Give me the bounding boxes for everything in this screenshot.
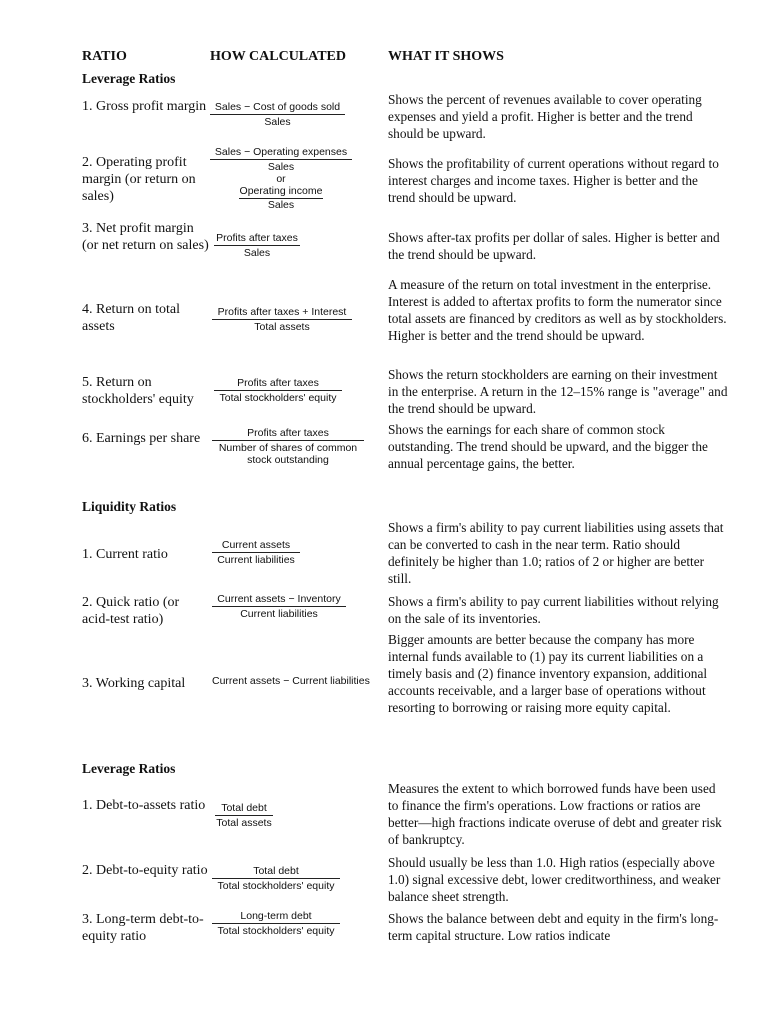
formula-numerator: Total debt (212, 865, 340, 879)
description-quick-ratio: Shows a firm's ability to pay current liabilities without relying on the sale of its inventories. (388, 594, 719, 626)
formula-working-capital (212, 675, 382, 687)
ratio-working-capital: 3. Working capital (82, 676, 186, 691)
description-current-ratio: Shows a firm's ability to pay current liabilities using assets that can be converted to cash in the near term. Ratio should definitely be higher than 1.0; ratios of 2 or higher are better still. (388, 520, 724, 586)
formula-numerator: Sales − Cost of goods sold (210, 101, 345, 115)
ratio-return-on-total-assets: 4. Return on total assets (82, 302, 180, 334)
formula-numerator: Current assets − Inventory (212, 593, 346, 607)
formula-numerator: Profits after taxes (214, 232, 300, 246)
formula-denominator: Sales (243, 247, 271, 259)
formula-numerator: Current assets (212, 539, 300, 553)
formula-debt-to-equity (212, 865, 340, 892)
formula-numerator: Total debt (215, 802, 273, 816)
formula-denominator-alt: Sales (267, 199, 295, 211)
ratio-operating-profit-margin: 2. Operating profit margin (or return on sales) (82, 155, 196, 204)
formula-denominator: Total assets (216, 817, 272, 829)
formula-numerator: Profits after taxes + Interest (212, 306, 352, 320)
header-ratio: RATIO (82, 49, 127, 64)
ratio-net-profit-margin: 3. Net profit margin (or net return on sales) (82, 221, 209, 253)
description-gross-profit-margin: Shows the percent of revenues available to cover operating expenses and yield a profit. Higher is better and the trend should be upward. (388, 92, 702, 141)
header-how-calculated: HOW CALCULATED (210, 49, 347, 64)
formula-denominator: Current liabilities (240, 608, 318, 620)
description-net-profit-margin: Shows after-tax profits per dollar of sales. Higher is better and the trend should be upward. (388, 230, 720, 262)
section-title-leverage-ratios-2: Leverage Ratios (82, 761, 176, 776)
header-what-it-shows: WHAT IT SHOWS (388, 49, 504, 64)
formula-denominator: Total stockholders' equity (217, 925, 335, 937)
ratio-current-ratio: 1. Current ratio (82, 547, 168, 562)
description-operating-profit-margin: Shows the profitability of current operations without regard to interest charges and income taxes. Higher is better and the trend should be upward. (388, 156, 719, 205)
formula-denominator: Total assets (254, 321, 310, 333)
formula-numerator: Sales − Operating expenses (210, 146, 352, 160)
description-debt-to-assets: Measures the extent to which borrowed funds have been used to finance the firm's operations. Low fractions or ratios are better—high fractions indicate overuse of debt and greater risk of bankruptcy. (388, 781, 722, 847)
section-title-leverage-ratios: Leverage Ratios (82, 71, 176, 86)
formula-gross-profit-margin (210, 101, 345, 128)
description-working-capital: Bigger amounts are better because the company has more internal funds available to (1) pay its current liabilities on a timely basis and (2) finance inventory expansion, additional accounts receivable, and a larger base of operations without resorting to borrowing or raising more equity capital. (388, 632, 708, 715)
formula-debt-to-assets (215, 802, 273, 829)
description-return-on-total-assets: A measure of the return on total investment in the enterprise. Interest is added to aftertax profits to form the numerator since total assets are financed by creditors as well as by stockholders. Higher is better and the trend should be upward. (388, 277, 727, 343)
ratio-debt-to-assets: 1. Debt-to-assets ratio (82, 798, 206, 813)
ratio-long-term-debt-to-equity: 3. Long-term debt-to-equity ratio (82, 912, 204, 944)
formula-numerator-alt: Operating income (239, 185, 323, 197)
formula-numerator: Profits after taxes (212, 427, 364, 441)
formula-long-term-debt-to-equity (212, 910, 340, 937)
formula-denominator-line2: stock outstanding (247, 454, 329, 466)
formula-or-label: or (276, 173, 286, 185)
description-return-on-stockholders-equity: Shows the return stockholders are earning on their investment in the enterprise. A return in the 12–15% range is "average" and the trend should be upward. (388, 367, 728, 416)
description-earnings-per-share: Shows the earnings for each share of common stock outstanding. The trend should be upward, and the bigger the annual percentage gains, the better. (388, 422, 708, 471)
description-debt-to-equity: Should usually be less than 1.0. High ratios (especially above 1.0) signal excessive debt, lower creditworthiness, and weaker balance sheet strength. (388, 855, 721, 904)
ratio-gross-profit-margin: 1. Gross profit margin (82, 99, 207, 114)
formula-operating-profit-margin (210, 146, 352, 211)
description-long-term-debt-to-equity: Shows the balance between debt and equity in the firm's long-term capital structure. Low ratios indicate (388, 911, 719, 943)
formula-return-on-stockholders-equity (214, 377, 342, 404)
formula-return-on-total-assets (212, 306, 352, 333)
formula-quick-ratio (212, 593, 346, 620)
ratio-return-on-stockholders-equity: 5. Return on stockholders' equity (82, 375, 194, 407)
formula-denominator: Number of shares of common (218, 442, 358, 454)
formula-earnings-per-share (212, 427, 364, 466)
ratio-earnings-per-share: 6. Earnings per share (82, 431, 201, 446)
section-title-liquidity-ratios: Liquidity Ratios (82, 499, 177, 514)
ratio-quick-ratio: 2. Quick ratio (or acid-test ratio) (82, 595, 180, 627)
formula-denominator: Sales (264, 116, 291, 128)
formula-denominator: Total stockholders' equity (219, 392, 337, 404)
formula-denominator: Total stockholders' equity (217, 880, 335, 892)
formula-current-ratio (212, 539, 300, 566)
formula-net-profit-margin (214, 232, 300, 259)
formula-denominator: Sales (267, 161, 295, 173)
ratio-debt-to-equity: 2. Debt-to-equity ratio (82, 863, 208, 878)
formula-expression: Current assets − Current liabilities (212, 675, 370, 687)
formula-numerator: Long-term debt (212, 910, 340, 924)
formula-numerator: Profits after taxes (214, 377, 342, 391)
formula-denominator: Current liabilities (217, 554, 295, 566)
